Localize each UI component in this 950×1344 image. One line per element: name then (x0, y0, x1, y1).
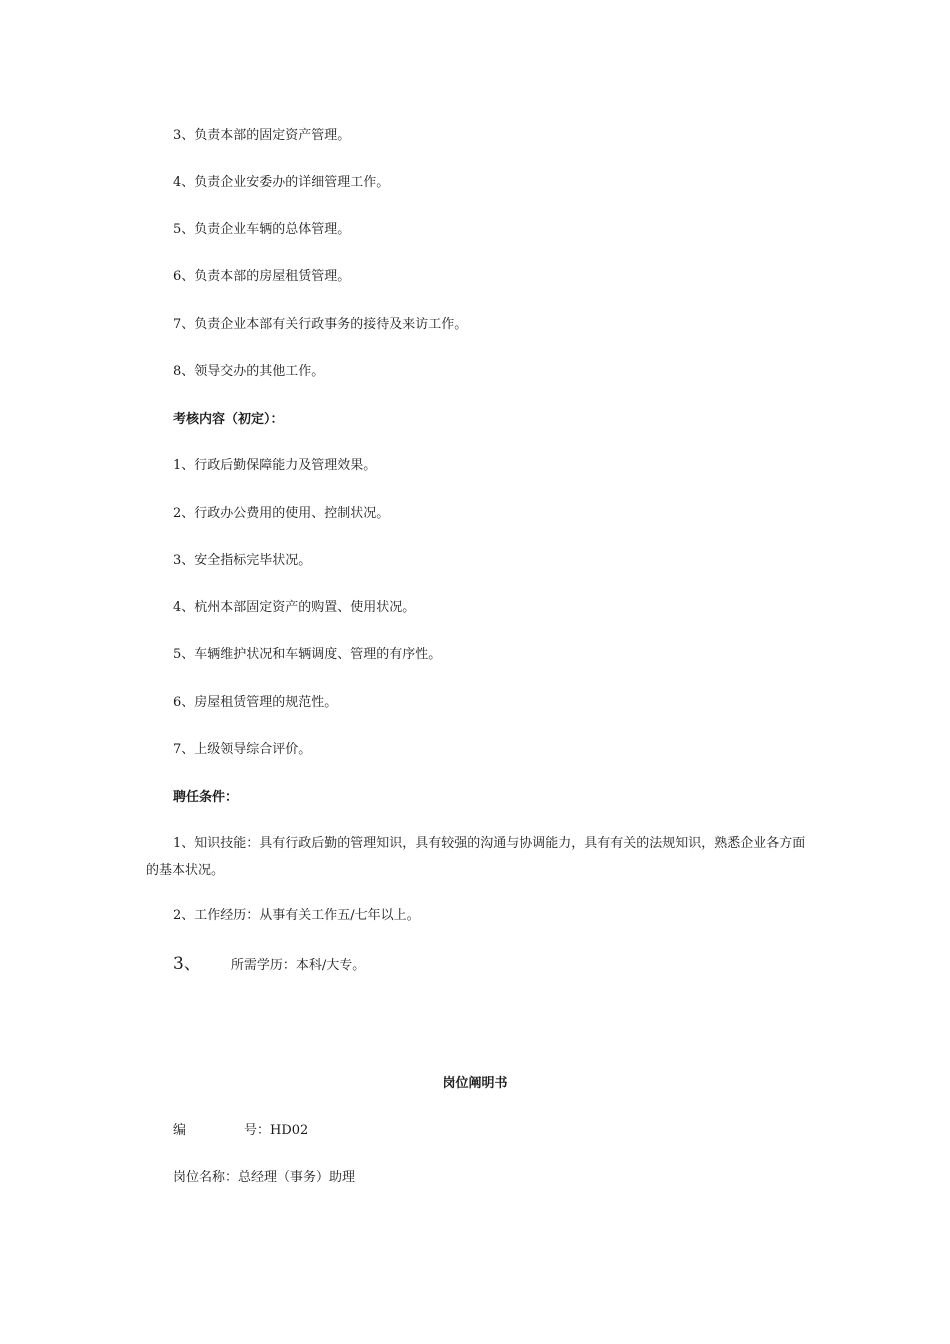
assessment-item-2: 2、行政办公费用的使用、控制状况。 (173, 506, 390, 521)
job-spec-number (173, 1123, 308, 1139)
duty-item-6: 6、负责本部的房屋租赁管理。 (173, 269, 351, 284)
duty-item-7: 7、负责企业本部有关行政事务的接待及来访工作。 (173, 317, 468, 332)
assessment-item-3: 3、安全指标完毕状况。 (173, 553, 312, 568)
assessment-item-6: 6、房屋租赁管理的规范性。 (173, 695, 338, 710)
job-spec-number-value: 号：HD02 (244, 1123, 309, 1138)
assessment-item-5: 5、车辆维护状况和车辆调度、管理的有序性。 (173, 647, 442, 662)
duty-item-8: 8、领导交办的其他工作。 (173, 364, 325, 379)
job-spec-position: 岗位名称：总经理（事务）助理 (173, 1170, 356, 1185)
duty-item-4: 4、负责企业安委办的详细管理工作。 (173, 175, 390, 190)
assessment-item-1: 1、行政后勤保障能力及管理效果。 (173, 458, 377, 473)
requirement-item-3 (173, 956, 365, 974)
assessment-heading: 考核内容（初定）： (173, 412, 284, 427)
requirement-item-1: 1、知识技能：具有行政后勤的管理知识，具有较强的沟通与协调能力，具有有关的法规知识，熟悉企业各方面的基本状况。 (146, 836, 806, 878)
assessment-item-7: 7、上级领导综合评价。 (173, 742, 312, 757)
requirement-item-2: 2、工作经历：从事有关工作五/七年以上。 (173, 908, 420, 923)
duty-item-5: 5、负责企业车辆的总体管理。 (173, 222, 351, 237)
job-spec-number-label: 编 (173, 1123, 187, 1138)
assessment-item-4: 4、杭州本部固定资产的购置、使用状况。 (173, 600, 416, 615)
requirement-item-3-number: 3、 (173, 954, 201, 974)
requirements-heading: 聘任条件： (173, 790, 239, 805)
job-spec-title: 岗位阐明书 (442, 1076, 508, 1091)
requirement-item-3-text: 所需学历：本科/大专。 (230, 958, 366, 973)
duty-item-3: 3、负责本部的固定资产管理。 (173, 128, 351, 143)
